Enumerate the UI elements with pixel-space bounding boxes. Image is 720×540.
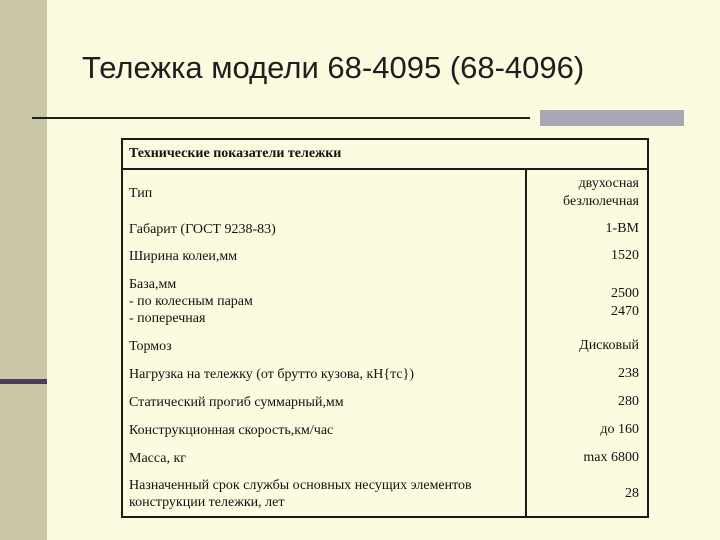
row-label: Назначенный срок службы основных несущих элементов конструкции тележки, лет	[123, 472, 527, 516]
table-row-brake	[123, 332, 647, 360]
row-value: до 160	[600, 422, 639, 437]
table-row-gauge	[123, 216, 647, 242]
specs-table	[121, 138, 649, 518]
row-label: Тормоз	[123, 332, 527, 360]
row-label: Масса, кг	[123, 444, 527, 472]
row-label: Статический прогиб суммарный,мм	[123, 388, 527, 416]
title-divider-block	[540, 110, 684, 126]
slide-title: Тележка модели 68-4095 (68-4096)	[82, 50, 585, 85]
row-label: Конструкционная скорость,км/час	[123, 416, 527, 444]
row-value: 238	[618, 366, 639, 381]
row-label: Габарит (ГОСТ 9238-83)	[123, 216, 527, 242]
left-decor-band	[0, 0, 47, 540]
table-row-type	[123, 170, 647, 216]
table-row-load	[123, 360, 647, 388]
row-value: 2500 2470	[611, 286, 639, 319]
title-divider-line	[32, 117, 530, 119]
row-label: База,мм - по колесным парам - поперечная	[123, 270, 527, 332]
row-label: Тип	[123, 170, 527, 216]
table-row-service-life	[123, 472, 647, 516]
row-label: Ширина колеи,мм	[123, 242, 527, 270]
table-header: Технические показатели тележки	[123, 140, 647, 170]
left-decor-line	[0, 379, 47, 384]
table-rows	[123, 170, 647, 516]
table-row-track-width	[123, 242, 647, 270]
row-value: max 6800	[583, 450, 639, 465]
table-row-base	[123, 270, 647, 332]
row-value: 28	[625, 486, 639, 501]
row-value: 280	[618, 394, 639, 409]
row-label: Нагрузка на тележку (от брутто кузова, кН{тс})	[123, 360, 527, 388]
row-value: 1-ВМ	[605, 221, 639, 236]
row-value: Дисковый	[579, 338, 639, 353]
row-value: 1520	[611, 248, 639, 263]
table-row-deflection	[123, 388, 647, 416]
row-value: двухосная безлюлечная	[563, 176, 639, 209]
table-row-mass	[123, 444, 647, 472]
table-row-speed	[123, 416, 647, 444]
